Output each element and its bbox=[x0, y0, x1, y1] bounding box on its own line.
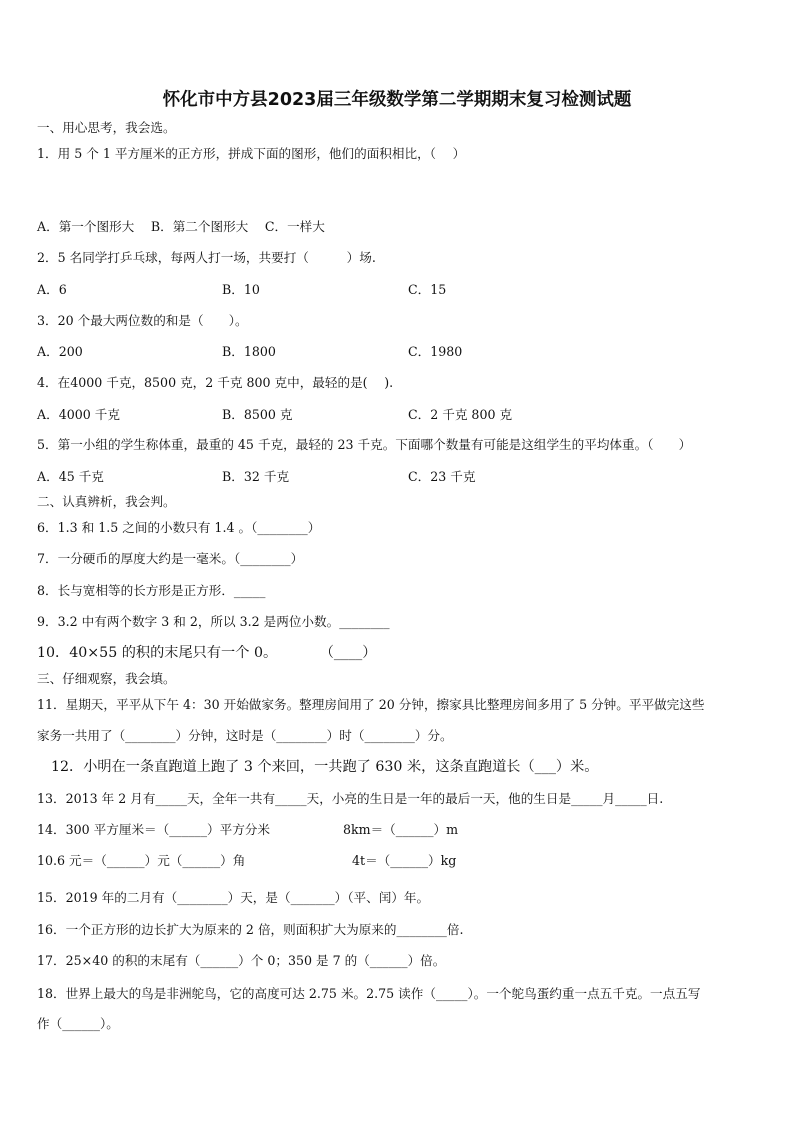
question-13: 13．2013 年 2 月有_____天，全年一共有_____天，小亮的生日是一年的最后一天，他的生日是_____月_____日. bbox=[37, 791, 664, 806]
question-5-option-c: C．23 千克 bbox=[408, 469, 476, 484]
section-2-heading: 二、认真辨析，我会判。 bbox=[37, 494, 176, 509]
question-4-option-a: A．4000 千克 bbox=[37, 407, 120, 422]
question-5: 5．第一小组的学生称体重，最重的 45 千克，最轻的 23 千克。下面哪个数量有可能是这组学生的平均体重。（ ） bbox=[37, 437, 692, 452]
question-16: 16．一个正方形的边长扩大为原来的 2 倍，则面积扩大为原来的________倍. bbox=[37, 922, 464, 937]
question-18-line-1: 18．世界上最大的鸟是非洲鸵鸟，它的高度可达 2.75 米。2.75 读作（_____）。一个鸵鸟蛋约重一点五千克。一点五写 bbox=[37, 986, 701, 1001]
question-2-option-c: C．15 bbox=[408, 282, 447, 297]
question-14-part-b: 8km＝（______）m bbox=[343, 822, 459, 837]
question-3-option-a: A．200 bbox=[37, 344, 83, 359]
question-2: 2．5 名同学打乒乓球，每两人打一场，共要打（ ）场. bbox=[37, 250, 376, 265]
question-18-line-2: 作（______）。 bbox=[37, 1016, 119, 1031]
question-15: 15．2019 年的二月有（________）天，是（_______）（平、闰）年。 bbox=[37, 890, 430, 905]
question-11-line-2: 家务一共用了（________）分钟，这时是（________）时（________）分。 bbox=[37, 728, 453, 743]
question-1-options: A．第一个图形大 B．第二个图形大 C．一样大 bbox=[37, 219, 325, 234]
question-6: 6．1.3 和 1.5 之间的小数只有 1.4 。（________） bbox=[37, 520, 321, 535]
question-9: 9．3.2 中有两个数字 3 和 2，所以 3.2 是两位小数。________ bbox=[37, 614, 390, 629]
question-11-line-1: 11．星期天，平平从下午 4：30 开始做家务。整理房间用了 20 分钟，擦家具比整理房间多用了 5 分钟。平平做完这些 bbox=[37, 697, 705, 712]
question-8: 8．长与宽相等的长方形是正方形．_____ bbox=[37, 583, 266, 598]
question-1: 1．用 5 个 1 平方厘米的正方形，拼成下面的图形，他们的面积相比，（ ） bbox=[37, 146, 466, 161]
section-1-heading: 一、用心思考，我会选。 bbox=[37, 120, 176, 135]
question-12: 12．小明在一条直跑道上跑了 3 个来回，一共跑了 630 米，这条直跑道长（___）米。 bbox=[51, 759, 599, 775]
question-4-option-b: B．8500 克 bbox=[222, 407, 293, 422]
page-title: 怀化市中方县2023届三年级数学第二学期期末复习检测试题 bbox=[162, 90, 632, 110]
section-3-heading: 三、仔细观察，我会填。 bbox=[37, 671, 176, 686]
question-3: 3．20 个最大两位数的和是（ ）。 bbox=[37, 313, 248, 328]
question-7: 7．一分硬币的厚度大约是一毫米。（________） bbox=[37, 551, 304, 566]
question-4: 4．在4000 千克，8500 克，2 千克 800 克中，最轻的是( ). bbox=[37, 375, 394, 390]
question-10: 10．40×55 的积的末尾只有一个 0。 （____） bbox=[37, 645, 377, 661]
question-14-part-c: 10.6 元＝（______）元（______）角 bbox=[37, 853, 246, 868]
question-4-option-c: C．2 千克 800 克 bbox=[408, 407, 513, 422]
question-2-option-a: A．6 bbox=[37, 282, 67, 297]
question-3-option-b: B．1800 bbox=[222, 344, 276, 359]
question-5-option-a: A．45 千克 bbox=[37, 469, 104, 484]
question-2-option-b: B．10 bbox=[222, 282, 260, 297]
question-5-option-b: B．32 千克 bbox=[222, 469, 290, 484]
question-14-part-d: 4t＝（______）kg bbox=[352, 853, 457, 868]
question-14-part-a: 14．300 平方厘米＝（______）平方分米 bbox=[37, 822, 270, 837]
question-17: 17．25×40 的积的末尾有（______）个 0；350 是 7 的（______）倍。 bbox=[37, 953, 446, 968]
question-3-option-c: C．1980 bbox=[408, 344, 463, 359]
